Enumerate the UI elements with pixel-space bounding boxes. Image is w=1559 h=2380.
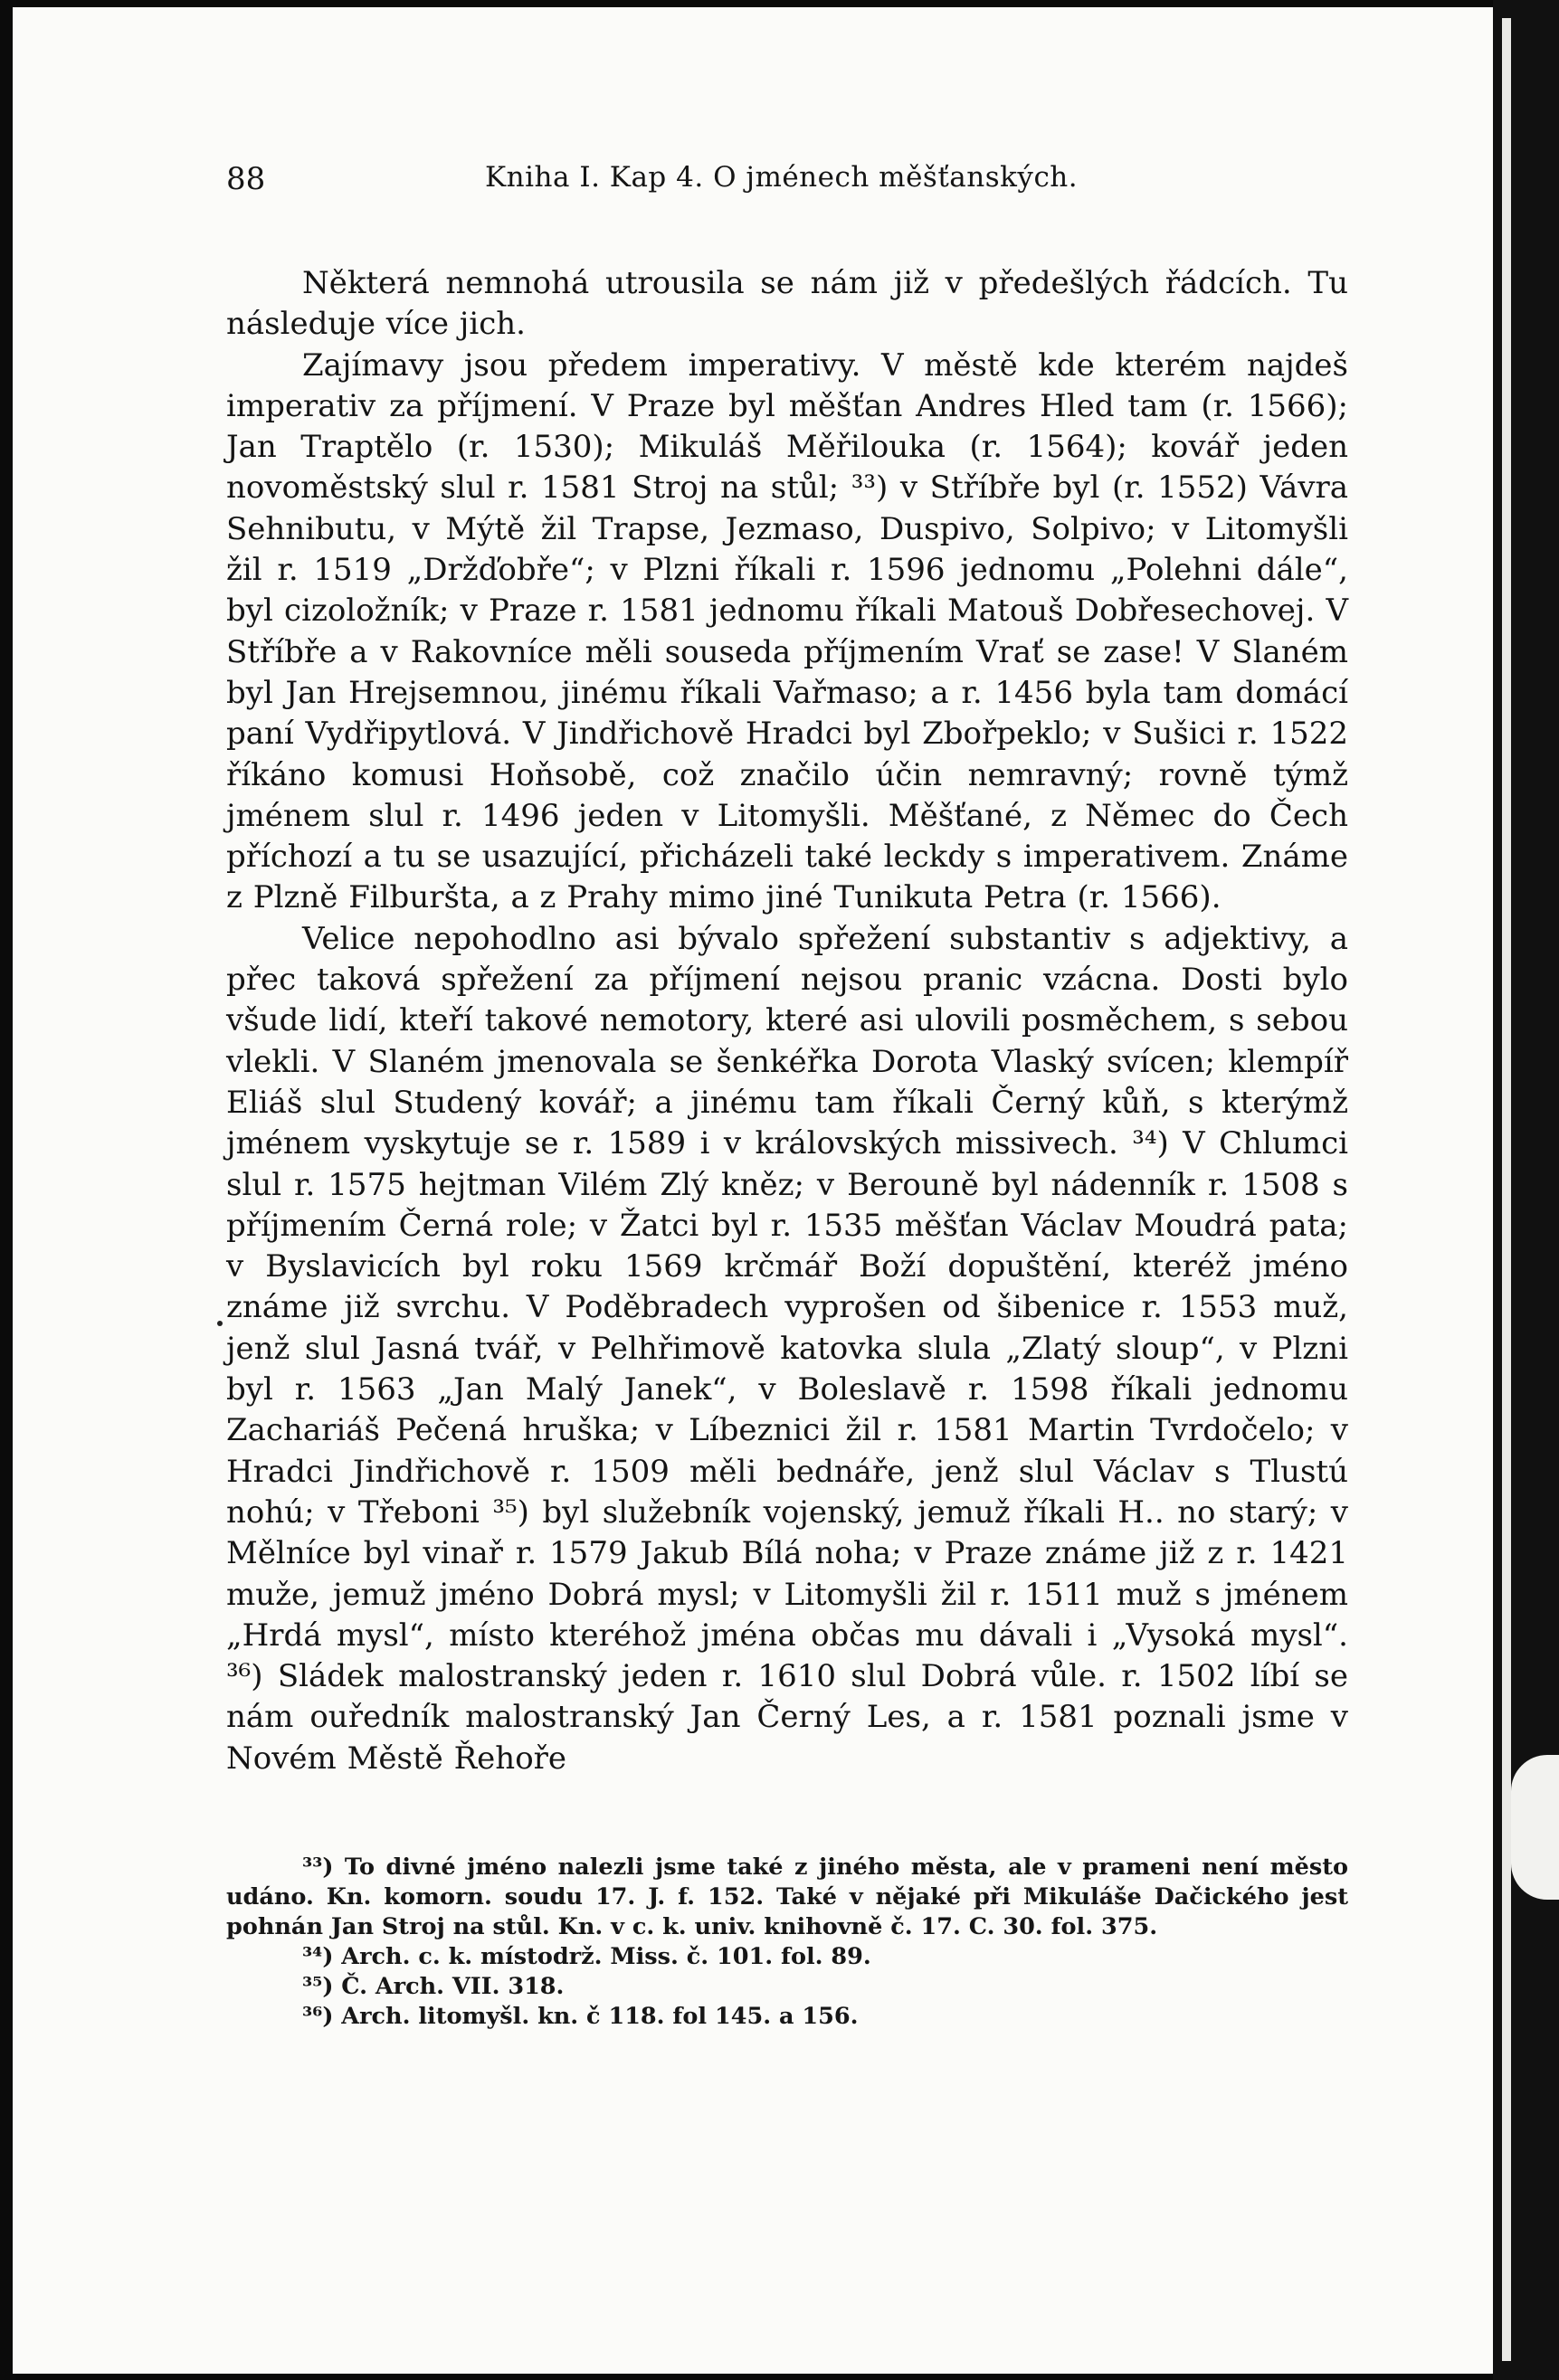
paragraph: Zajímavy jsou předem imperativy. V městě kde kterém najdeš imperativ za příjmení. V Praze byl měšťan Andres Hled tam (r. 1566); Jan Traptělo (r. 1530); Mikuláš Měřilouka (r. 1564); kovář jeden novoměstský slul r. 1581 Stroj na stůl; ³³) v Stříbře byl (r. 1552) Vávra Sehnibutu, v Mýtě žil Trapse, Jezmaso, Duspivo, Solpivo; v Litomyšli žil r. 1519 „Držďobře“; v Plzni říkali r. 1596 jednomu „Polehni dále“, byl cizoložník; v Praze r. 1581 jednomu říkali Matouš Dobřesechovej. V Stříbře a v Rakovníce měli souseda příjmením Vrať se zase! V Slaném byl Jan Hrejsemnou, jinému říkali Vařmaso; a r. 1456 byla tam domácí paní Vydřipytlová. V Jindřichově Hradci byl Zbořpeklo; v Sušici r. 1522 říkáno komusi Hoňsobě, což značilo účin nemravný; rovně týmž jménem slul r. 1496 jeden v Litomyšli. Měšťané, z Němec do Čech příchozí a tu se usazující, přicházeli také leckdy s imperativem. Známe z Plzně Filburšta, a z Prahy mimo jiné Tunikuta Petra (r. 1566). xyxy=(226,346,1348,916)
footnote: ³³) To divné jméno nalezli jsme také z jiného města, ale v prameni není město udáno. Kn. komorn. soudu 17. J. f. 152. Také v nějaké při Mikuláše Dačického jest pohnán Jan Stroj na stůl. Kn. v c. k. univ. knihovně č. 17. C. 30. fol. 375. xyxy=(226,1854,1348,1940)
page-header xyxy=(212,152,1352,206)
next-page-strip xyxy=(1502,18,1511,2361)
paragraph: Velice nepohodlno asi bývalo spřežení substantiv s adjektivy, a přec taková spřežení za příjmení nejsou pranic vzácna. Dosti bylo všude lidí, kteří takové nemotory, které asi ulovili posměchem, s sebou vlekli. V Slaném jmenovala se šenkéřka Dorota Vlaský svícen; klempíř Eliáš slul Studený kovář; a jinému tam říkali Černý kůň, s kterýmž jménem vyskytuje se r. 1589 i v královských missivech. ³⁴) V Chlumci slul r. 1575 hejtman Vilém Zlý kněz; v Berouně byl nádenník r. 1508 s příjmením Černá role; v Žatci byl r. 1535 měšťan Václav Moudrá pata; v Byslavicích byl roku 1569 krčmář Boží dopuštění, kteréž jméno známe již svrchu. V Poděbradech vyprošen od šibenice r. 1553 muž, jenž slul Jasná tvář, v Pelhřimově katovka slula „Zlatý sloup“, v Plzni byl r. 1563 „Jan Malý Janek“, v Boleslavě r. 1598 říkali jednomu Zachariáš Pečená hruška; v Líbeznici žil r. 1581 Martin Tvrdočelo; v Hradci Jindřichově r. 1509 měli bednáře, jenž slul Václav s Tlustú nohú; v Třeboni ³⁵) byl služebník vojenský, jemuž říkali H.. no starý; v Mělníce byl vinař r. 1579 Jakub Bílá noha; v Praze známe již z r. 1421 muže, jemuž jméno Dobrá mysl; v Litomyšli žil r. 1511 muž s jménem „Hrdá mysl“, místo kteréhož jména občas mu dávali i „Vysoká mysl“. ³⁶) Sládek malostranský jeden r. 1610 slul Dobrá vůle. r. 1502 líbí se nám ouředník malostranský Jan Černý Les, a r. 1581 poznali jsme v Novém Městě Řehoře xyxy=(226,920,1348,1777)
footnotes xyxy=(226,1853,1348,2032)
page-clip xyxy=(1511,1755,1559,1900)
margin-mark xyxy=(217,1321,223,1326)
main-text xyxy=(226,263,1348,1779)
running-title: Kniha I. Kap 4. O jménech měšťanských. xyxy=(485,161,1079,194)
footnote: ³⁴) Arch. c. k. místodrž. Miss. č. 101. fol. 89. xyxy=(302,1943,871,1970)
scan-right-edge xyxy=(1493,0,1559,2380)
footnote: ³⁵) Č. Arch. VII. 318. xyxy=(302,1973,565,2000)
footnote: ³⁶) Arch. litomyšl. kn. č 118. fol 145. a 156. xyxy=(302,2003,859,2030)
page-number: 88 xyxy=(226,161,266,197)
book-page xyxy=(13,7,1493,2374)
paragraph: Některá nemnohá utrousila se nám již v předešlých řádcích. Tu následuje více jich. xyxy=(226,265,1348,343)
